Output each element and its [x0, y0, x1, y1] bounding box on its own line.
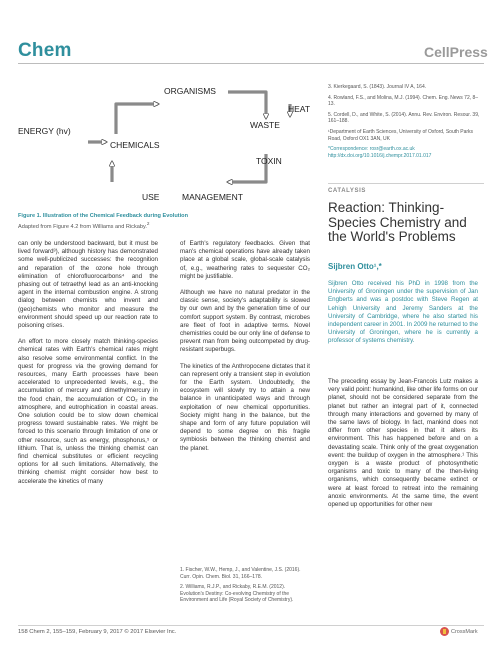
article-category: CATALYSIS	[328, 188, 366, 194]
right-references	[328, 84, 484, 163]
category-divider	[328, 183, 484, 184]
body-paragraph: can only be understood backward, but it must be lived forward³), although history has demonstrated some well-publicized successes: the recognition and reparation of the ozone hole through elimination of chlorofluorocarbons⁴ and the phasing out of tetraethyl lead as an anti-knocking agent in the internal combustion engine. A strong dialog between chemists who invent and (geo)chemists who monitor and measure the environment should speed up our reaction rate to poisoning crises.	[18, 240, 158, 330]
body-paragraph: An effort to more closely match thinking-species chemical rates with Earth's chemical rates might also resolve some environmental conflict. In the quest for progress via the growing demand for resources, many Earth processes have been accelerated to unprecedented levels, e.g., the accumulation of mercury and dimethylmercury in the food chain, the accumulation of CO₂ in the atmosphere, and eutrophication in coastal areas. One solution could be to slow down chemical progress toward sustainable rates. We might be forced to this scenario through limitation of one or other resource, such as energy, phosphorus,⁵ or lithium. That is, unless the thinking chemist can find chemical substitutes or efficient recycling options for all such limitations. Alternatively, the thinking chemist might consider how best to accelerate the kinetics of many	[18, 338, 158, 485]
label-energy: ENERGY (hv)	[18, 126, 71, 136]
figure-caption	[18, 213, 310, 231]
crossmark-icon	[440, 627, 449, 636]
arrow-chemicals-to-organisms	[116, 104, 158, 134]
caption-title: Figure 1. Illustration of the Chemical Feedback during Evolution	[18, 213, 189, 219]
page-footer: 158 Chem 2, 155–159, February 9, 2017 © 2017 Elsevier Inc.	[18, 629, 177, 635]
reference-item: 1. Fischer, W.W., Hemp, J., and Valentine, J.S. (2016). Curr. Opin. Chem. Biol. 31, 166–178.	[180, 567, 301, 580]
article-title: Reaction: Thinking-Species Chemistry and the World's Problems	[328, 200, 467, 244]
chemical-feedback-figure	[18, 72, 310, 210]
caption-ref-number: 2	[146, 221, 150, 227]
caption-source	[18, 220, 310, 231]
reference-item: 5. Cordell, D., and White, S. (2014). Annu. Rev. Environ. Resour. 39, 161–188.	[328, 111, 480, 125]
body-paragraph: The kinetics of the Anthropocene dictates that it can represent only a transient step in evolution for the Earth system. Undoubtedly, the ecosystem will slowly try to attain a new balance in unanticipated ways and through exploitation of new chemical opportunities. Society might hang in the balance, but the shape and form of any future population will depend to some degree on this fragile symbiosis between the thinking chemist and the planet.	[180, 362, 311, 452]
crossmark-label: CrossMark	[451, 628, 478, 635]
label-use: USE	[142, 192, 160, 202]
middle-body-column	[180, 240, 310, 461]
author-bio: Sijbren Otto received his PhD in 1998 from the University of Groningen under the supervision of Jan Engberts and was a postdoc with Steve Regen at Lehigh University and Jeremy Sanders at the University of Cambridge, where he also started his independent career in 2001. In 2009 he returned to the University of Groningen, where he is currently a professor of systems chemistry.	[328, 280, 478, 345]
reference-item: 3. Kierkegaard, S. (1843). Journal IV A, 164.	[328, 84, 427, 90]
article-author: Sijbren Otto¹,*	[328, 262, 382, 271]
journal-logo: Chem	[18, 40, 72, 61]
doi-link[interactable]: http://dx.doi.org/10.1016/j.chempr.2017.01.017	[328, 152, 432, 159]
label-heat: HEAT	[288, 104, 311, 114]
label-organisms: ORGANISMS	[164, 86, 216, 96]
middle-references	[180, 567, 310, 608]
header-divider	[18, 63, 484, 64]
publisher-logo: CellPress	[424, 44, 488, 60]
reference-item: 2. Williams, R.J.P., and Rickaby, R.E.M. (2012). Evolution's Destiny: Co-evolving Chemistry of the Environment and Life (Royal Society of Chemistry).	[180, 584, 294, 604]
label-management: MANAGEMENT	[182, 192, 243, 202]
left-body-column	[18, 240, 158, 494]
label-toxin: TOXIN	[256, 156, 282, 166]
arrow-organisms-to-waste	[228, 92, 266, 118]
author-affiliation: ¹Department of Earth Sciences, University of Oxford, South Parks Road, Oxford OX1 3AN, UK	[328, 128, 474, 142]
reference-item: 4. Rowland, F.S., and Molina, M.J. (1994). Chem. Eng. News 72, 8–13.	[328, 94, 479, 108]
body-paragraph: of Earth's regulatory feedbacks. Given that man's chemical operations have already taken place at a global scale, global-scale catalysis of, e.g., weathering rates to sequester CO₂ might be justifiable.	[180, 240, 310, 280]
crossmark-badge[interactable]	[440, 627, 478, 636]
label-waste: WASTE	[250, 120, 280, 130]
body-paragraph: The preceding essay by Jean-Francois Lutz makes a very valid point: humankind, like other life forms on our planet, should not be considered separate from the planet but rather an integral part of it, connected through many interactions and governed by many of the same laws of biology. In fact, mankind does not differ from other species in that it alters its environment. This has happened before and on a devastating scale. Think only of the great oxygenation event: the buildup of oxygen in the atmosphere.¹ This oxygen is a waste product of photosynthetic organisms and toxic to many of the then-living organisms, which consequently became extinct or were at least forced to retreat into the remaining anoxic environments. At the same time, the event opened up opportunities for other new	[328, 378, 478, 509]
caption-source-text: Adapted from Figure 4.2 from Williams and Rickaby.	[18, 224, 147, 231]
body-paragraph: Although we have no natural predator in the classic sense, society's adaptability is slowed by our own and by the generation time of our comfort support system. By contrast, microbes are fleet of foot in adaptive terms. Novel chemistries could be our only line of defense to prevent man from being outcompeted by drug-resistant superbugs.	[180, 289, 310, 354]
correspondence-link[interactable]: *Correspondence: rosr@earth.ox.ac.uk	[328, 146, 415, 153]
footer-divider	[18, 625, 484, 626]
label-chemicals: CHEMICALS	[110, 140, 160, 150]
right-body-text	[328, 378, 478, 517]
